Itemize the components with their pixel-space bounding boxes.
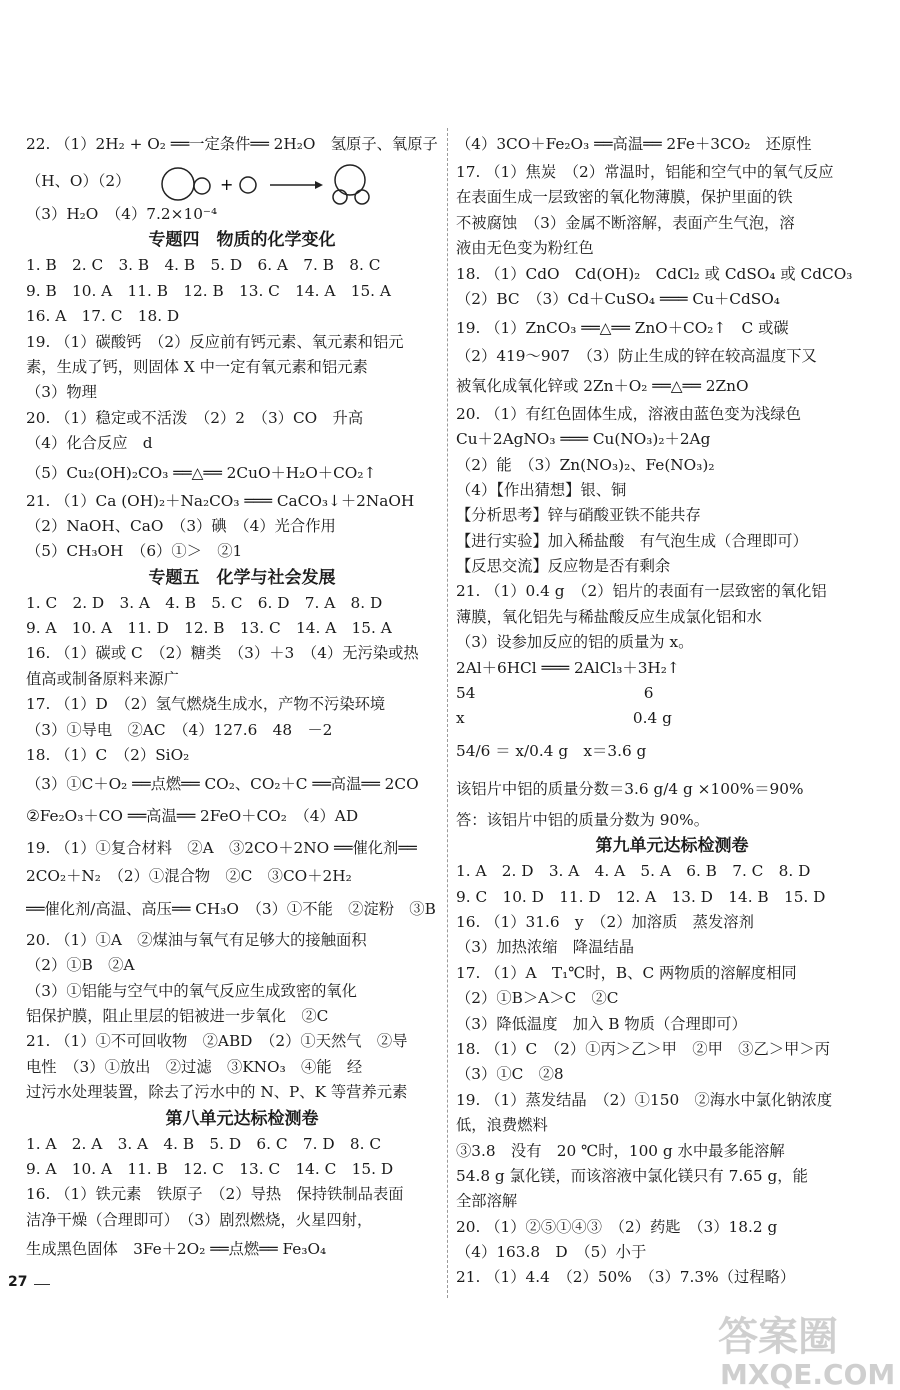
answer-line: 2CO₂＋N₂ （2）①混合物 ②C ③CO＋2H₂ — [26, 867, 352, 886]
answer-line: （3）H₂O （4）7.2×10⁻⁴ — [26, 205, 218, 223]
answer-line: 17. （1）A T₁℃时，B、C 两物质的溶解度相同 — [456, 963, 797, 982]
answer-line: 54/6 ＝ x/0.4 g x＝3.6 g — [456, 741, 647, 760]
answer-line: 17. （1）焦炭 （2）常温时，铝能和空气中的氧气反应 — [456, 163, 834, 181]
answer-line: 19. （1）碳酸钙 （2）反应前有钙元素、氧元素和铝元 — [26, 332, 404, 351]
section-heading: 第八单元达标检测卷 — [165, 1108, 319, 1129]
answer-line: （3）①铝能与空气中的氧气反应生成致密的氧化 — [26, 981, 357, 1000]
reaction-arrow-head — [315, 181, 323, 189]
answer-line: 在表面生成一层致密的氧化物薄膜，保护里面的铁 — [456, 188, 793, 207]
answer-line: 铝保护膜，阻止里层的铝被进一步氧化 ②C — [26, 1006, 329, 1025]
molecule-small-circle — [194, 178, 210, 194]
answer-line: （3）物理 — [26, 383, 97, 402]
answer-line: 16. （1）碳或 C （2）糖类 （3）＋3 （4）无污染或热 — [26, 644, 419, 663]
answer-line: ③3.8 没有 20 ℃时，100 g 水中最多能溶解 — [456, 1141, 785, 1160]
atom-circle — [240, 177, 256, 193]
answer-line: （2）BC （3）Cd＋CuSO₄ ═══ Cu＋CdSO₄ — [456, 289, 780, 308]
answer-line: 16. A 17. C 18. D — [26, 307, 180, 326]
answer-line: 18. （1）CdO Cd(OH)₂ CdCl₂ 或 CdSO₄ 或 CdCO₃ — [456, 264, 853, 283]
answer-line: 22. （1）2H₂ + O₂ ══一定条件══ 2H₂O 氢原子、氧原子 — [26, 135, 438, 153]
answer-line: 19. （1）①复合材料 ②A ③2CO＋2NO ══催化剂══ — [26, 839, 417, 858]
answer-line: 9. A 10. A 11. B 12. C 13. C 14. C 15. D — [26, 1159, 394, 1178]
molecule-diagram — [150, 160, 390, 208]
answer-line: 【进行实验】加入稀盐酸 有气泡生成（合理即可） — [456, 531, 808, 550]
answer-line: （2）①B ②A — [26, 956, 135, 975]
answer-line: （5）CH₃OH （6）①＞ ②1 — [26, 542, 243, 561]
answer-line: 过污水处理装置，除去了污水中的 N、P、K 等营养元素 — [26, 1083, 408, 1102]
answer-line: 54 6 — [456, 684, 654, 703]
answer-line: 不被腐蚀 （3）金属不断溶解，表面产生气泡，溶 — [456, 213, 795, 232]
answer-line: 20. （1）①A ②煤油与氧气有足够大的接触面积 — [26, 930, 367, 949]
answer-line: （4）163.8 D （5）小于 — [456, 1243, 647, 1262]
answer-line: 9. C 10. D 11. D 12. A 13. D 14. B 15. D — [456, 887, 826, 906]
answer-line: ══催化剂/高温、高压══ CH₃O （3）①不能 ②淀粉 ③B — [26, 899, 436, 918]
answer-line: 16. （1）31.6 y （2）加溶质 蒸发溶剂 — [456, 912, 754, 931]
answer-line: x 0.4 g — [456, 709, 672, 728]
answer-line: 低，浪费燃料 — [456, 1116, 548, 1135]
answer-line: 洁净干燥（合理即可） （3）剧烈燃烧，火星四射， — [26, 1210, 373, 1229]
answer-line: 2Al＋6HCl ═══ 2AlCl₃＋3H₂↑ — [456, 658, 680, 677]
section-heading: 专题五 化学与社会发展 — [148, 567, 336, 588]
answer-line: 1. A 2. A 3. A 4. B 5. D 6. C 7. D 8. C — [26, 1134, 382, 1153]
section-heading: 专题四 物质的化学变化 — [148, 230, 336, 251]
answer-line: （2）419～907 （3）防止生成的锌在较高温度下又 — [456, 347, 817, 366]
answer-line: 答：该铝片中铝的质量分数为 90%。 — [456, 810, 710, 829]
answer-line: 【反思交流】反应物是否有剩余 — [456, 557, 671, 576]
answer-line: 1. B 2. C 3. B 4. B 5. D 6. A 7. B 8. C — [26, 256, 381, 275]
molecule-large-circle — [162, 168, 194, 200]
answer-line: 9. A 10. A 11. D 12. B 13. C 14. A 15. A — [26, 619, 392, 638]
answer-line: 20. （1）稳定或不活泼 （2）2 （3）CO 升高 — [26, 408, 364, 427]
answer-line: （3）加热浓缩 降温结晶 — [456, 938, 634, 957]
answer-line: 9. B 10. A 11. B 12. B 13. C 14. A 15. A — [26, 281, 391, 300]
answer-line: 全部溶解 — [456, 1192, 518, 1211]
answer-line: （3）降低温度 加入 B 物质（合理即可） — [456, 1014, 747, 1033]
answer-line: 16. （1）铁元素 铁原子 （2）导热 保持铁制品表面 — [26, 1185, 404, 1204]
answer-line: ②Fe₂O₃＋CO ══高温══ 2FeO＋CO₂ （4）AD — [26, 807, 359, 826]
answer-line: （2）NaOH、CaO （3）碘 （4）光合作用 — [26, 516, 336, 535]
product-small-circle-right — [355, 190, 369, 204]
answer-line: 17. （1）D （2）氢气燃烧生成水，产物不污染环境 — [26, 695, 386, 714]
answer-line: （4）3CO＋Fe₂O₃ ══高温══ 2Fe＋3CO₂ 还原性 — [456, 135, 812, 153]
watermark-text-en: MXQE.COM — [720, 1358, 896, 1390]
answer-line: （2）①B＞A＞C ②C — [456, 989, 619, 1008]
answer-line: 薄膜，氧化铝先与稀盐酸反应生成氯化铝和水 — [456, 607, 762, 626]
answer-line: Cu＋2AgNO₃ ═══ Cu(NO₃)₂＋2Ag — [456, 430, 711, 449]
answer-line: 18. （1）C （2）SiO₂ — [26, 746, 190, 765]
answer-line: （4）【作出猜想】银、铜 — [456, 480, 627, 499]
answer-line: 素，生成了钙，则固体 X 中一定有氧元素和铝元素 — [26, 357, 368, 376]
answer-line: （5）Cu₂(OH)₂CO₃ ══△══ 2CuO＋H₂O＋CO₂↑ — [26, 463, 377, 482]
answer-line: 21. （1）4.4 （2）50% （3）7.3%（过程略） — [456, 1268, 796, 1287]
answer-line: 19. （1）ZnCO₃ ══△══ ZnO＋CO₂↑ C 或碳 — [456, 319, 789, 338]
answer-line: （3）①C ②8 — [456, 1065, 564, 1084]
watermark-logo — [710, 1302, 900, 1390]
answer-line: 18. （1）C （2）①丙＞乙＞甲 ②甲 ③乙＞甲＞丙 — [456, 1039, 830, 1058]
answer-line: （H、O）（2） — [26, 172, 131, 190]
answer-line: （3）①导电 ②AC （4）127.6 48 －2 — [26, 720, 333, 739]
answer-line: 21. （1）①不可回收物 ②ABD （2）①天然气 ②导 — [26, 1032, 408, 1051]
column-divider — [447, 128, 448, 1298]
answer-line: 【分析思考】锌与硝酸亚铁不能共存 — [456, 506, 701, 525]
answer-line: 被氧化成氧化锌或 2Zn＋O₂ ══△══ 2ZnO — [456, 376, 749, 395]
answer-line: （3）①C＋O₂ ══点燃══ CO₂、CO₂＋C ══高温══ 2CO — [26, 775, 419, 794]
diagram-plus: + — [220, 175, 234, 194]
answer-line: 21. （1）Ca (OH)₂＋Na₂CO₃ ═══ CaCO₃↓＋2NaOH — [26, 491, 415, 510]
right-column — [456, 128, 888, 1291]
answer-line: 该铝片中铝的质量分数＝3.6 g/4 g ×100%＝90% — [456, 779, 804, 798]
left-column — [26, 128, 458, 1265]
answer-line: 电性 （3）①放出 ②过滤 ③KNO₃ ④能 经 — [26, 1057, 363, 1076]
answer-line: 值高或制备原料来源广 — [26, 669, 179, 688]
answer-line: （3）设参加反应的铝的质量为 x。 — [456, 633, 694, 652]
answer-line: 生成黑色固体 3Fe＋2O₂ ══点燃══ Fe₃O₄ — [26, 1240, 327, 1259]
answer-line: 21. （1）0.4 g （2）铝片的表面有一层致密的氧化铝 — [456, 582, 827, 601]
answer-line: 19. （1）蒸发结晶 （2）①150 ②海水中氯化钠浓度 — [456, 1090, 833, 1109]
answer-line: （4）化合反应 d — [26, 434, 153, 453]
answer-line: 20. （1）②⑤①④③ （2）药匙 （3）18.2 g — [456, 1217, 778, 1236]
answer-line: 20. （1）有红色固体生成，溶液由蓝色变为浅绿色 — [456, 404, 801, 423]
answer-line: 液由无色变为粉红色 — [456, 239, 594, 258]
answer-line: 1. A 2. D 3. A 4. A 5. A 6. B 7. C 8. D — [456, 862, 811, 881]
page-number: 27 — [8, 1274, 28, 1290]
page-number-rule — [34, 1284, 50, 1285]
answer-line: （2）能 （3）Zn(NO₃)₂、Fe(NO₃)₂ — [456, 455, 715, 474]
answer-line: 1. C 2. D 3. A 4. B 5. C 6. D 7. A 8. D — [26, 593, 383, 612]
answer-line: 54.8 g 氯化镁，而该溶液中氯化镁只有 7.65 g，能 — [456, 1166, 808, 1185]
watermark-text-cn: 答案圈 — [718, 1314, 838, 1360]
section-heading: 第九单元达标检测卷 — [595, 836, 749, 857]
